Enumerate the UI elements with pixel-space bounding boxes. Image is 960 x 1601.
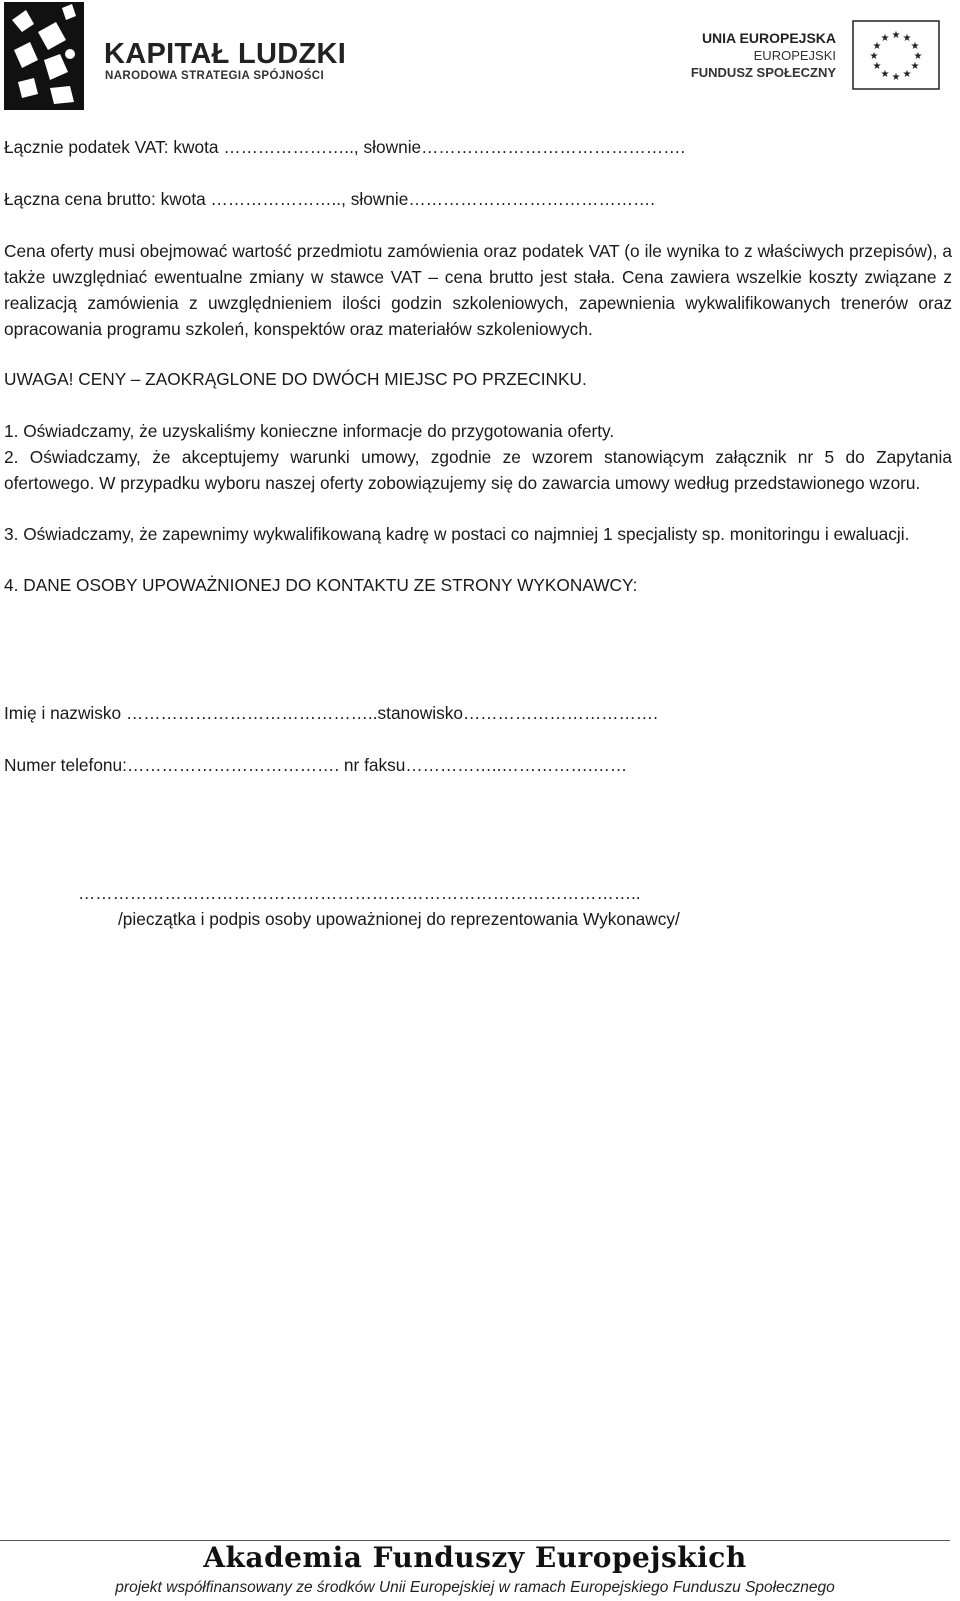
kapital-ludzki-logo xyxy=(4,2,84,110)
svg-text:★: ★ xyxy=(872,61,882,72)
gross-price-line: Łączna cena brutto: kwota ………………….., słownie……………………………………. xyxy=(4,189,656,209)
svg-text:★: ★ xyxy=(869,51,879,62)
contact-phone-fax-line: Numer telefonu:………………………………. nr faksu……………..…………….…… xyxy=(4,755,628,775)
footer-subtitle: projekt współfinansowany ze środków Unii Europejskiej w ramach Europejskiego Funduszu Społecznego xyxy=(115,1579,835,1596)
footer-title: Akademia Funduszy Europejskich xyxy=(203,1541,747,1574)
svg-text:★: ★ xyxy=(880,69,890,80)
rounding-warning: UWAGA! CENY – ZAOKRĄGLONE DO DWÓCH MIEJSC PO PRZECINKU. xyxy=(4,369,587,389)
vat-amount-line: Łącznie podatek VAT: kwota ………………….., słownie………………………………………. xyxy=(4,137,686,157)
kapital-ludzki-subtitle: NARODOWA STRATEGIA SPÓJNOŚCI xyxy=(105,70,325,82)
svg-text:★: ★ xyxy=(910,61,920,72)
eu-european-label: EUROPEJSKI xyxy=(753,48,836,63)
page-header xyxy=(0,0,960,115)
eu-fund-label xyxy=(650,30,836,81)
eu-union-label: UNIA EUROPEJSKA xyxy=(701,30,836,46)
svg-text:★: ★ xyxy=(872,41,882,52)
declaration-2: 2. Oświadczamy, że akceptujemy warunki umowy, zgodnie ze wzorem stanowiącym załącznik nr 5 do Zapytania ofertowego. W przypadku wyboru naszej oferty zobowiązujemy się do zawarcia umowy według przedstawionego wzoru. xyxy=(4,447,952,493)
declaration-3: 3. Oświadczamy, że zapewnimy wykwalifikowaną kadrę w postaci co najmniej 1 specjalisty sp. monitoringu i ewaluacji. xyxy=(4,524,910,544)
price-terms-paragraph: Cena oferty musi obejmować wartość przedmiotu zamówienia oraz podatek VAT (o ile wynika to z właściwych przepisów), a także uwzględniać ewentualne zmiany w stawce VAT – cena brutto jest stała. Cena zawiera wszelkie koszty związane z realizacją zamówienia z uwzględnieniem ilości godzin szkoleniowych, zapewnienia wykwalifikowanych trenerów oraz opracowania programu szkoleń, konspektów oraz materiałów szkoleniowych. xyxy=(4,241,952,339)
eu-social-fund-label: FUNDUSZ SPOŁECZNY xyxy=(690,65,836,80)
signature-caption: /pieczątka i podpis osoby upoważnionej do reprezentowania Wykonawcy/ xyxy=(118,909,680,929)
declaration-4: 4. DANE OSOBY UPOWAŻNIONEJ DO KONTAKTU ZE STRONY WYKONAWCY: xyxy=(4,575,638,595)
svg-text:★: ★ xyxy=(902,69,912,80)
signature-line: …………………………………………………………………………………….. xyxy=(78,883,641,903)
kapital-ludzki-title: KAPITAŁ LUDZKI xyxy=(104,38,347,70)
eu-flag-icon xyxy=(852,20,940,90)
declaration-1: 1. Oświadczamy, że uzyskaliśmy konieczne informacje do przygotowania oferty. xyxy=(4,421,615,441)
svg-text:★: ★ xyxy=(902,33,912,44)
svg-text:★: ★ xyxy=(880,33,890,44)
contact-name-position-line: Imię i nazwisko ……………………………………..stanowisko……………………………. xyxy=(4,703,658,723)
svg-text:★: ★ xyxy=(913,51,923,62)
svg-text:★: ★ xyxy=(891,30,901,41)
svg-text:★: ★ xyxy=(910,41,920,52)
svg-text:★: ★ xyxy=(891,72,901,83)
